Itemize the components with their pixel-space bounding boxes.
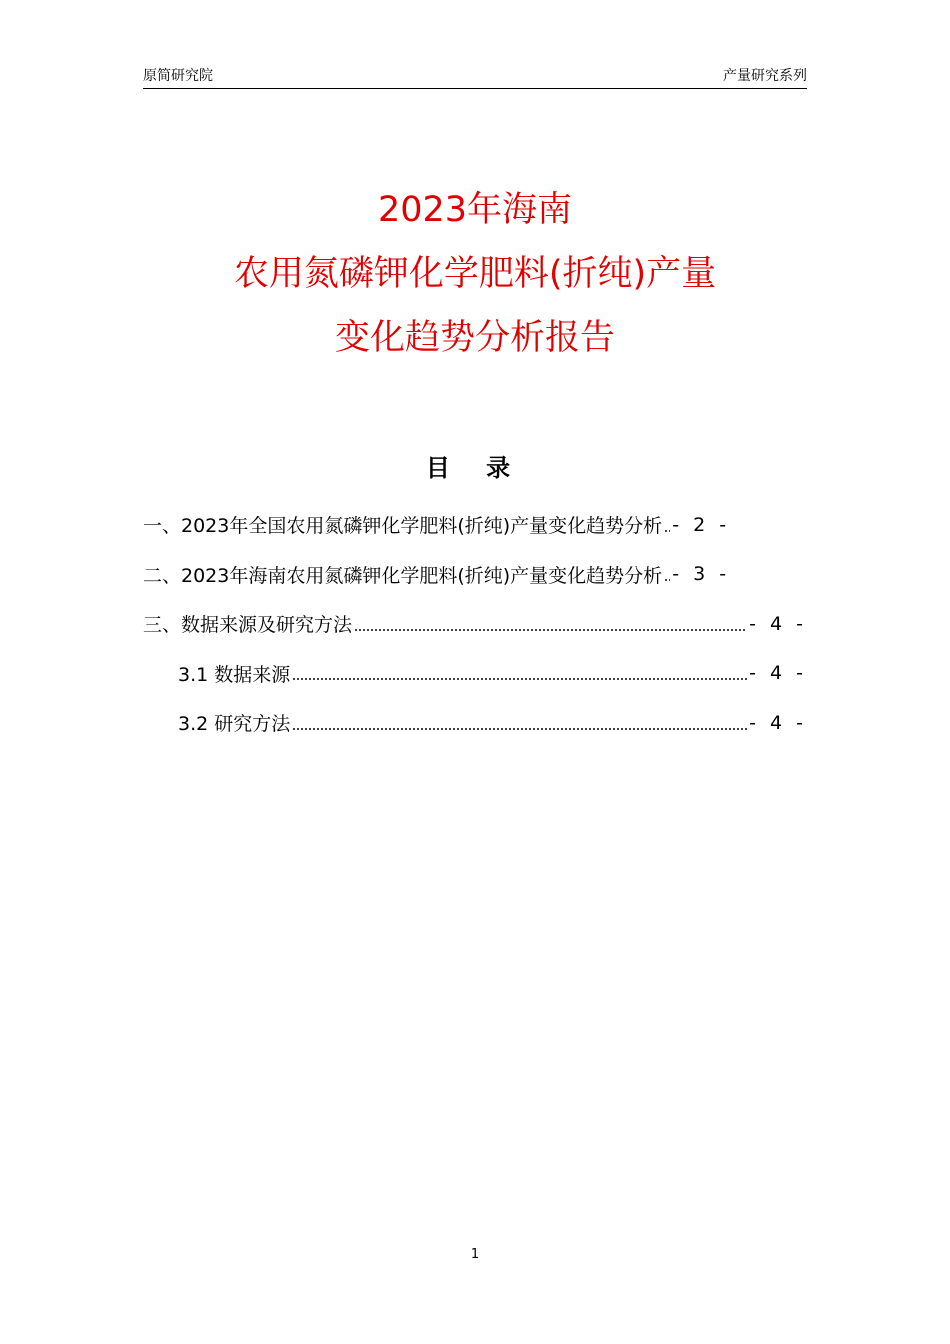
toc-leader-dots bbox=[292, 728, 747, 730]
toc-leader-dots bbox=[664, 579, 670, 581]
page-header bbox=[143, 66, 807, 89]
toc-entry-page: - 4 - bbox=[749, 662, 807, 685]
title-line-2: 农用氮磷钾化学肥料(折纯)产量 bbox=[233, 254, 717, 294]
toc-heading: 目 录 bbox=[425, 454, 525, 482]
table-of-contents bbox=[143, 500, 807, 748]
title-line-3: 变化趋势分析报告 bbox=[334, 318, 615, 358]
toc-entry-page: - 4 - bbox=[749, 711, 807, 734]
toc-subentry[interactable] bbox=[143, 649, 807, 699]
toc-entry-label: 二、2023年海南农用氮磷钾化学肥料(折纯)产量变化趋势分析 bbox=[143, 564, 663, 587]
toc-entry-label: 三、数据来源及研究方法 bbox=[143, 614, 353, 637]
toc-entry-page: - 2 - bbox=[672, 513, 731, 536]
title-line-1: 2023年海南 bbox=[377, 190, 573, 230]
toc-leader-dots bbox=[664, 530, 670, 532]
toc-leader-dots bbox=[292, 678, 747, 680]
toc-entry-page: - 4 - bbox=[749, 612, 807, 635]
toc-entry[interactable] bbox=[143, 550, 807, 600]
toc-entry[interactable] bbox=[143, 500, 807, 550]
toc-leader-dots bbox=[354, 629, 747, 631]
toc-entry-label: 3.2 研究方法 bbox=[178, 713, 291, 736]
toc-entry-label: 一、2023年全国农用氮磷钾化学肥料(折纯)产量变化趋势分析 bbox=[143, 515, 663, 538]
toc-entry-label: 3.1 数据来源 bbox=[178, 663, 291, 686]
toc-entry[interactable] bbox=[143, 599, 807, 649]
toc-entry-page: - 3 - bbox=[672, 563, 731, 586]
header-series-name: 产量研究系列 bbox=[723, 68, 807, 84]
page-number: 1 bbox=[470, 1247, 480, 1262]
header-org-name: 原简研究院 bbox=[143, 68, 213, 84]
report-title bbox=[0, 178, 950, 370]
toc-subentry[interactable] bbox=[143, 698, 807, 748]
